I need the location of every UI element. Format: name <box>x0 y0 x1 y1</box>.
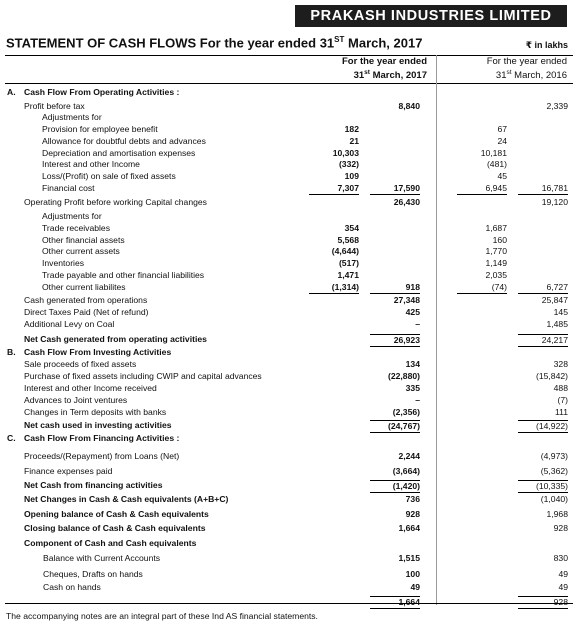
amount-v2: 27,348 <box>393 295 420 305</box>
amount-v4: 24,217 <box>518 334 568 347</box>
statement-row <box>0 101 578 112</box>
row-label: Depreciation and amortisation expenses <box>42 148 196 158</box>
amount-v2: 335 <box>405 383 420 393</box>
row-label: Adjustments for <box>42 112 102 122</box>
amount-v4: 928 <box>553 523 568 533</box>
amount-v3: (481) <box>486 159 507 169</box>
amount-v3: 1,687 <box>485 223 507 233</box>
column-header-previous-line1: For the year ended <box>486 56 567 67</box>
statement-row <box>0 258 578 269</box>
statement-title-end: March, 2017 <box>344 35 423 51</box>
amount-v2: (24,767) <box>370 420 420 433</box>
amount-v1: 5,568 <box>337 235 359 245</box>
amount-v4: 25,847 <box>541 295 568 305</box>
amount-v2: 1,664 <box>398 523 420 533</box>
amount-v4: (7) <box>557 395 568 405</box>
row-label: Additional Levy on Coal <box>24 319 115 329</box>
statement-row <box>0 371 578 382</box>
amount-v2: 26,430 <box>393 197 420 207</box>
row-label: Cash Flow From Investing Activities <box>24 347 172 357</box>
row-label: Component of Cash and Cash equivalents <box>24 538 197 548</box>
amount-v2: 17,590 <box>370 183 420 195</box>
amount-v2: 1,515 <box>398 553 420 563</box>
section-marker: B. <box>7 347 16 357</box>
row-label: Financial cost <box>42 183 95 193</box>
amount-v4: 488 <box>553 383 568 393</box>
statement-row <box>0 319 578 330</box>
amount-v2: 26,923 <box>370 334 420 347</box>
amount-v1: 7,307 <box>309 183 359 195</box>
statement-row <box>0 183 578 194</box>
row-label: Proceeds/(Repayment) from Loans (Net) <box>24 451 180 461</box>
statement-row <box>0 494 578 505</box>
row-label: Finance expenses paid <box>24 466 113 476</box>
statement-row <box>0 407 578 418</box>
amount-v3: 67 <box>497 124 507 134</box>
amount-v1: 21 <box>349 136 359 146</box>
statement-title-text: STATEMENT OF CASH FLOWS For the year ended 31 <box>6 35 335 51</box>
amount-v1: (1,314) <box>309 282 359 294</box>
amount-v1: (332) <box>338 159 359 169</box>
row-label: Cash generated from operations <box>24 295 148 305</box>
amount-v1: 10,303 <box>332 148 359 158</box>
amount-v2: 928 <box>405 509 420 519</box>
statement-row <box>0 395 578 406</box>
amount-v3: 1,149 <box>485 258 507 268</box>
row-label: Inventories <box>42 258 85 268</box>
row-label: Allowance for doubtful debts and advances <box>42 136 206 146</box>
column-header-previous-line2: 31st March, 2016 <box>495 69 567 82</box>
footnote: The accompanying notes are an integral part of these Ind AS financial statements. <box>6 611 318 621</box>
amount-v4: (5,362) <box>540 466 568 476</box>
statement-row <box>0 347 578 358</box>
amount-v2: 1,664 <box>370 596 420 609</box>
company-name-banner: PRAKASH INDUSTRIES LIMITED <box>295 5 567 27</box>
row-label: Interest and other Income received <box>24 383 157 393</box>
amount-v2: (1,420) <box>370 480 420 493</box>
amount-v4: 19,120 <box>541 197 568 207</box>
row-label: Net Cash generated from operating activities <box>24 334 207 344</box>
amount-v3: 10,181 <box>480 148 507 158</box>
amount-v4: (10,335) <box>518 480 568 493</box>
amount-v2: 736 <box>405 494 420 504</box>
amount-v3: 1,770 <box>485 246 507 256</box>
amount-v1: 354 <box>344 223 359 233</box>
amount-v4: 49 <box>558 582 568 592</box>
amount-v4: 6,727 <box>518 282 568 294</box>
statement-row <box>0 211 578 222</box>
amount-v2: (22,880) <box>387 371 420 381</box>
column-header-previous-year <box>442 56 567 81</box>
statement-row <box>0 359 578 370</box>
amount-v4: 830 <box>553 553 568 563</box>
amount-v1: 182 <box>344 124 359 134</box>
amount-v2: 134 <box>405 359 420 369</box>
amount-v2: 2,244 <box>398 451 420 461</box>
statement-row <box>0 433 578 444</box>
statement-row <box>0 480 578 491</box>
statement-row <box>0 596 578 607</box>
statement-row <box>0 509 578 520</box>
statement-row <box>0 383 578 394</box>
row-label: Profit before tax <box>24 101 85 111</box>
statement-row <box>0 569 578 580</box>
amount-v4: 16,781 <box>518 183 568 195</box>
row-label: Interest and other Income <box>42 159 140 169</box>
row-label: Direct Taxes Paid (Net of refund) <box>24 307 149 317</box>
statement-row <box>0 270 578 281</box>
row-label: Other financial assets <box>42 235 125 245</box>
amount-v4: 111 <box>554 407 568 417</box>
statement-row <box>0 451 578 462</box>
statement-row <box>0 136 578 147</box>
currency-unit <box>526 40 568 51</box>
amount-v2: 918 <box>370 282 420 294</box>
statement-row <box>0 112 578 123</box>
statement-row <box>0 295 578 306</box>
statement-row <box>0 420 578 431</box>
section-marker: C. <box>7 433 16 443</box>
amount-v4: (15,842) <box>535 371 568 381</box>
table-bottom-rule <box>5 603 573 604</box>
amount-v2: 425 <box>405 307 420 317</box>
amount-v4: 2,339 <box>546 101 568 111</box>
section-marker: A. <box>7 87 16 97</box>
amount-v4: 1,968 <box>546 509 568 519</box>
statement-row <box>0 159 578 170</box>
row-label: Changes in Term deposits with banks <box>24 407 167 417</box>
row-label: Net cash used in investing activities <box>24 420 172 430</box>
row-label: Advances to Joint ventures <box>24 395 128 405</box>
row-label: Loss/(Profit) on sale of fixed assets <box>42 171 176 181</box>
amount-v4: 49 <box>558 569 568 579</box>
row-label: Net Cash from financing activities <box>24 480 163 490</box>
row-label: Provision for employee benefit <box>42 124 158 134</box>
amount-v2: (2,356) <box>392 407 420 417</box>
amount-v4: 928 <box>518 596 568 609</box>
amount-v2: 49 <box>410 582 420 592</box>
amount-v3: 24 <box>497 136 507 146</box>
header-bottom-rule <box>5 83 573 84</box>
amount-v1: 109 <box>344 171 359 181</box>
amount-v3: 6,945 <box>457 183 507 195</box>
amount-v4: 145 <box>553 307 568 317</box>
row-label: Trade receivables <box>42 223 110 233</box>
statement-row <box>0 582 578 593</box>
amount-v4: 1,485 <box>546 319 568 329</box>
statement-row <box>0 334 578 345</box>
row-label: Sale proceeds of fixed assets <box>24 359 137 369</box>
row-label: Other current assets <box>42 246 120 256</box>
amount-v1: 1,471 <box>337 270 359 280</box>
statement-row <box>0 307 578 318</box>
amount-v4: (1,040) <box>540 494 568 504</box>
row-label: Cash Flow From Operating Activities : <box>24 87 180 97</box>
rupee-icon: ₹ <box>525 40 532 50</box>
statement-row <box>0 553 578 564</box>
amount-v4: (4,973) <box>540 451 568 461</box>
statement-row <box>0 87 578 98</box>
amount-v2: 8,840 <box>398 101 420 111</box>
amount-v3: 2,035 <box>485 270 507 280</box>
statement-row <box>0 538 578 549</box>
row-label: Adjustments for <box>42 211 102 221</box>
statement-row <box>0 148 578 159</box>
statement-row <box>0 124 578 135</box>
column-header-current-line1: For the year ended <box>342 56 427 67</box>
amount-v3: 45 <box>497 171 507 181</box>
statement-title-sup: ST <box>334 35 345 44</box>
statement-row <box>0 235 578 246</box>
statement-title <box>6 35 422 50</box>
row-label: Opening balance of Cash & Cash equivalents <box>24 509 209 519</box>
unit-label: in lakhs <box>534 40 568 50</box>
statement-row <box>0 466 578 477</box>
row-label: Balance with Current Accounts <box>43 553 161 563</box>
amount-v2: (3,664) <box>392 466 420 476</box>
row-label: Closing balance of Cash & Cash equivalents <box>24 523 206 533</box>
amount-v4: 328 <box>553 359 568 369</box>
column-header-current-line2: 31st March, 2017 <box>353 69 427 82</box>
amount-v1: (517) <box>338 258 359 268</box>
statement-row <box>0 523 578 534</box>
row-label: Cheques, Drafts on hands <box>43 569 143 579</box>
amount-v4: (14,922) <box>518 420 568 433</box>
row-label: Cash Flow From Financing Activities : <box>24 433 180 443</box>
row-label: Net Changes in Cash & Cash equivalents (A+B+C) <box>24 494 229 504</box>
row-label: Other current liabilites <box>42 282 126 292</box>
amount-v2: 100 <box>405 569 420 579</box>
row-label: Trade payable and other financial liabilities <box>42 270 205 280</box>
row-label: Purchase of fixed assets including CWIP and capital advances <box>24 371 262 381</box>
amount-v1: (4,644) <box>331 246 359 256</box>
statement-row <box>0 197 578 208</box>
amount-v2: – <box>415 319 420 329</box>
amount-v3: (74) <box>457 282 507 294</box>
statement-row <box>0 246 578 257</box>
statement-row <box>0 171 578 182</box>
statement-row <box>0 223 578 234</box>
column-header-current-year <box>302 56 427 81</box>
amount-v2: – <box>415 395 420 405</box>
amount-v3: 160 <box>492 235 507 245</box>
row-label: Cash on hands <box>43 582 101 592</box>
statement-row <box>0 282 578 293</box>
row-label: Operating Profit before working Capital changes <box>24 197 207 207</box>
